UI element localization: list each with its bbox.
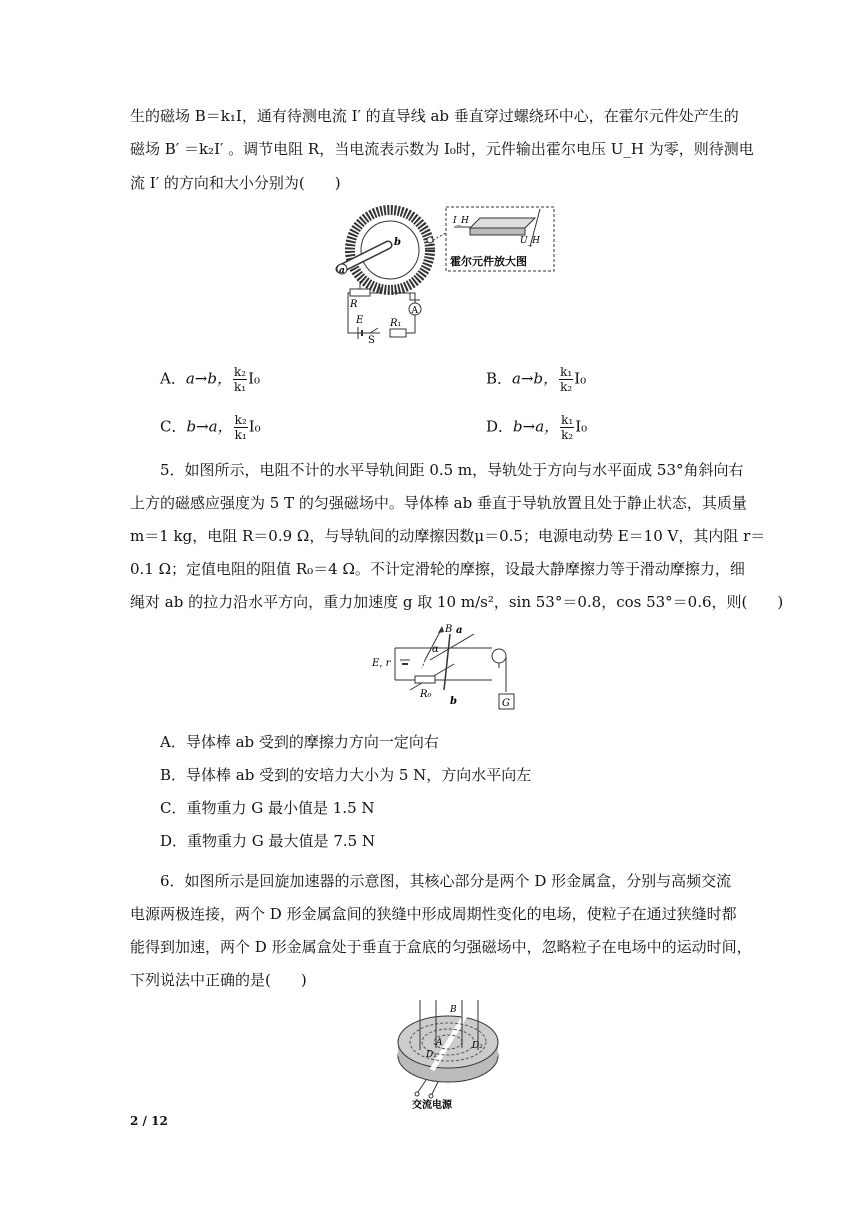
q5-line-5: 绳对 ab 的拉力沿水平方向，重力加速度 g 取 10 m/s²，sin 53°＝0.8，cos 53°＝0.6，则( ): [130, 593, 784, 611]
q4-line-1: 生的磁场 B＝k₁I，通有待测电流 I′ 的直导线 ab 垂直穿过螺绕环中心，在霍尔元件处产生的: [130, 107, 739, 125]
pulley: [492, 649, 506, 663]
label-uh: U_H: [520, 236, 540, 246]
label-ammeter: A: [411, 306, 418, 316]
label-er: E, r: [372, 658, 391, 669]
q4-figure: [330, 203, 560, 343]
fraction: $\frac{\text{k₂}}{\text{k₁}}$: [234, 413, 247, 442]
q4-line-3: 流 I′ 的方向和大小分别为( ): [130, 174, 341, 192]
label-b-field: B: [445, 624, 453, 635]
q6-line-3: 能得到加速，两个 D 形金属盒处于垂直于盒底的匀强磁场中，忽略粒子在电场中的运动时间，: [130, 938, 752, 956]
label-d1: D₁: [426, 1050, 437, 1060]
switch-s: [370, 328, 378, 333]
hall-caption: 霍尔元件放大图: [450, 255, 527, 268]
page-number: 2 / 12: [130, 1114, 168, 1128]
q5-option-a: A．导体棒 ab 受到的摩擦力方向一定向右: [160, 733, 439, 751]
q5-option-b: B．导体棒 ab 受到的安培力大小为 5 N，方向水平向左: [160, 766, 532, 784]
resistor-r1: [390, 329, 406, 337]
label-a: a: [456, 625, 463, 636]
fraction: $\frac{\text{k₂}}{\text{k₁}}$: [233, 365, 247, 394]
rod-ab: [444, 634, 450, 690]
terminal-1: [415, 1092, 419, 1096]
label-g: G: [502, 698, 510, 709]
q4-option-d: D．b→a， $\frac{\text{k₁}}{\text{k₂}}$ I₀: [486, 413, 588, 442]
label-d2: D₂: [472, 1041, 483, 1051]
q5-line-3: m＝1 kg，电阻 R＝0.9 Ω，与导轨间的动摩擦因数μ＝0.5；电源电动势 E＝10 V，其内阻 r＝: [130, 527, 766, 545]
label-r0: R₀: [420, 689, 432, 700]
q4-option-a: A．a→b， $\frac{\text{k₂}}{\text{k₁}}$ I₀: [160, 365, 261, 394]
label-a: a: [339, 266, 345, 276]
resistor-r0: [415, 676, 435, 683]
label-r1: R₁: [390, 318, 402, 329]
fraction: $\frac{\text{k₁}}{\text{k₂}}$: [560, 365, 573, 394]
label-b: b: [450, 696, 457, 707]
hall-plate: [470, 218, 535, 228]
ac-source-caption: 交流电源: [412, 1100, 452, 1110]
resistor-r: [350, 289, 370, 296]
q5-option-d: D．重物重力 G 最大值是 7.5 N: [160, 832, 376, 850]
fraction: $\frac{\text{k₁}}{\text{k₂}}$: [561, 413, 574, 442]
q4-option-b: B．a→b， $\frac{\text{k₁}}{\text{k₂}}$ I₀: [486, 365, 587, 394]
label-r: R: [350, 299, 358, 310]
hall-element-marker: [427, 237, 433, 243]
terminal-2: [429, 1094, 433, 1098]
q5-figure: [370, 620, 520, 718]
q6-figure: [390, 1000, 510, 1110]
label-s: S: [368, 335, 375, 343]
label-a: A: [436, 1038, 443, 1048]
q4-option-c: C．b→a， $\frac{\text{k₂}}{\text{k₁}}$ I₀: [160, 413, 261, 442]
label-alpha: α: [432, 644, 439, 655]
label-e: E: [356, 315, 364, 326]
q5-option-c: C．重物重力 G 最小值是 1.5 N: [160, 799, 375, 817]
q4-line-2: 磁场 B′ ＝k₂I′ 。调节电阻 R，当电流表示数为 I₀时，元件输出霍尔电压 U_H 为零，则待测电: [130, 140, 754, 158]
label-ih: I_H: [453, 216, 469, 226]
q6-line-4: 下列说法中正确的是( ): [130, 971, 307, 989]
q5-line-2: 上方的磁感应强度为 5 T 的匀强磁场中。导体棒 ab 垂直于导轨放置且处于静止状态，其质量: [130, 494, 747, 512]
q5-line-1: 5．如图所示，电阻不计的水平导轨间距 0.5 m，导轨处于方向与水平面成 53°角斜向右: [160, 461, 744, 479]
q6-line-2: 电源两极连接，两个 D 形金属盒间的狭缝中形成周期性变化的电场，使粒子在通过狭缝时都: [130, 905, 737, 923]
label-b: b: [394, 237, 401, 248]
q6-line-1: 6．如图所示是回旋加速器的示意图，其核心部分是两个 D 形金属盒，分别与高频交流: [160, 872, 732, 890]
q5-line-4: 0.1 Ω；定值电阻的阻值 R₀＝4 Ω。不计定滑轮的摩擦，设最大静摩擦力等于滑动摩擦力，细: [130, 560, 745, 578]
label-b-field: B: [450, 1005, 457, 1015]
